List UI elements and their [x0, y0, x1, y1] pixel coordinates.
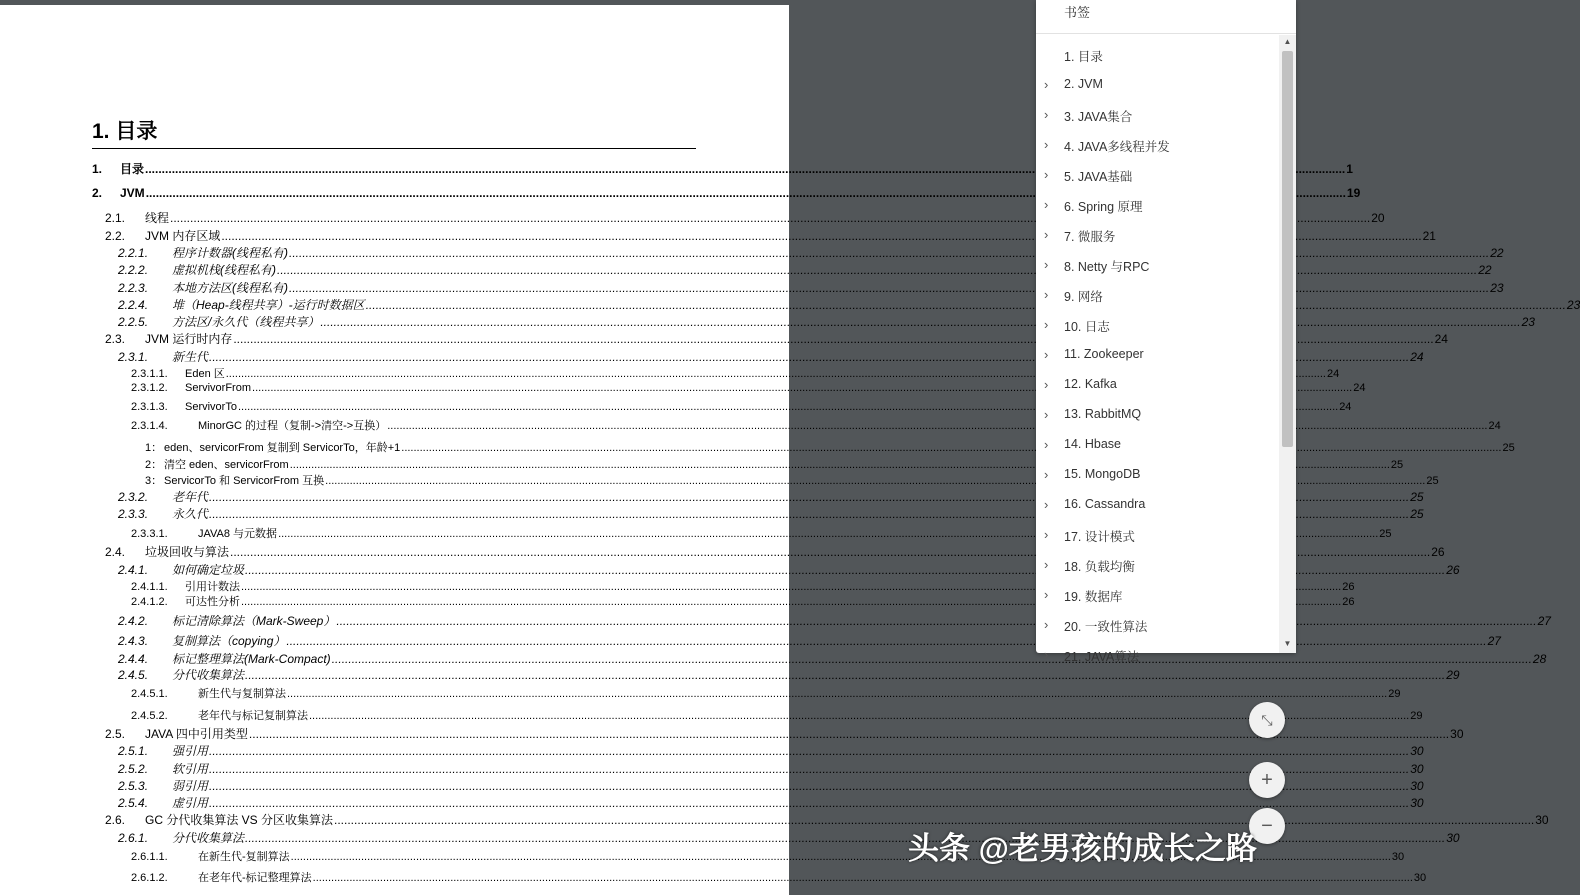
toc-entry-number: 2.3.1. — [118, 350, 149, 364]
toc-entry-page: 30 — [1450, 727, 1464, 741]
bookmark-item[interactable] — [1036, 280, 1279, 310]
toc-entry-page: 20 — [1371, 211, 1385, 225]
chevron-right-icon[interactable]: › — [1044, 437, 1049, 452]
toc-entry-number: 2.2.3. — [118, 281, 149, 295]
toc-entry-number: 2.5.1. — [118, 744, 149, 758]
bookmark-item[interactable] — [1036, 610, 1279, 640]
toc-leader-dots — [277, 262, 1477, 278]
bookmark-item[interactable] — [1036, 310, 1279, 340]
toc-leader-dots — [209, 743, 1409, 759]
toc-entry-page: 25 — [1410, 507, 1424, 521]
bookmark-item[interactable] — [1036, 340, 1279, 370]
toc-entry-text: 新生代 — [172, 350, 209, 364]
toc-entry-text: 程序计数器(线程私有) — [172, 246, 288, 260]
bookmark-label: 13. RabbitMQ — [1064, 407, 1142, 421]
toc-entry-text: 分代收集算法 — [172, 668, 245, 682]
toc-entry-page: 24 — [1410, 350, 1424, 364]
toc-entry-text: 软引用 — [172, 762, 209, 776]
toc-entry[interactable] — [105, 331, 1448, 347]
bookmark-item[interactable] — [1036, 160, 1279, 190]
toc-entry-page: 26 — [1342, 596, 1355, 608]
toc-entry[interactable] — [118, 795, 1424, 811]
chevron-right-icon[interactable]: › — [1044, 557, 1049, 572]
toc-entry-text: JAVA 四中引用类型 — [145, 727, 248, 741]
toc-entry-number: 2.3.1.4. — [131, 420, 168, 432]
bookmark-label: 4. JAVA多线程并发 — [1064, 140, 1170, 154]
toc-entry-page: 1 — [1346, 162, 1353, 176]
zoom-in-button[interactable] — [1249, 762, 1285, 798]
toc-leader-dots — [289, 245, 1489, 261]
toc-entry-page: 24 — [1339, 401, 1352, 413]
toc-entry-number: 2.3.1.3. — [131, 401, 168, 413]
toc-entry[interactable] — [131, 418, 1501, 434]
toc-entry[interactable] — [118, 667, 1460, 683]
bookmarks-list — [1036, 40, 1279, 664]
toc-entry-page: 28 — [1532, 652, 1547, 666]
bookmark-label: 1. 目录 — [1064, 50, 1103, 64]
toc-entry-number: 2.4.5. — [118, 668, 149, 682]
toc-entry-page: 29 — [1388, 688, 1401, 700]
toc-entry-page: 24 — [1353, 382, 1366, 394]
bookmarks-header — [1036, 0, 1296, 34]
toc-entry-number: 2.2.5. — [118, 315, 149, 329]
toc-entry-page: 24 — [1326, 368, 1340, 380]
bookmarks-title: 书签 — [1064, 5, 1091, 20]
toc-entry-page: 26 — [1342, 581, 1355, 593]
bookmark-label: 12. Kafka — [1064, 377, 1117, 391]
toc-entry-page: 30 — [1410, 762, 1424, 776]
toc-entry-text: GC 分代收集算法 VS 分区收集算法 — [145, 813, 334, 827]
bookmarks-scrollbar[interactable] — [1279, 35, 1296, 653]
toc-entry[interactable] — [118, 506, 1424, 522]
chevron-right-icon[interactable]: › — [1044, 467, 1049, 482]
bookmark-label: 21. JAVA算法 — [1064, 650, 1140, 664]
toc-entry-number: 1. — [92, 162, 103, 176]
bookmark-label: 8. Netty 与RPC — [1064, 260, 1150, 274]
bookmark-label: 14. Hbase — [1064, 437, 1121, 451]
toc-entry-page: 30 — [1410, 796, 1424, 810]
toc-entry-text: 新生代与复制算法 — [198, 688, 286, 700]
toc-entry-text: eden、servicorFrom 复制到 ServicorTo，年龄+1 — [164, 442, 401, 454]
toc-entry-number: 2. — [92, 186, 103, 200]
plus-icon: + — [1261, 769, 1273, 791]
bookmark-label: 19. 数据库 — [1064, 590, 1123, 604]
toc-entry-number: 2.4.5.1. — [131, 688, 168, 700]
toc-leader-dots — [320, 314, 1520, 330]
toc-entry-number: 2.3.3. — [118, 507, 149, 521]
toc-entry-number: 2.6.1.1. — [131, 851, 168, 863]
toc-entry-text: ServicorTo 和 ServicorFrom 互换 — [164, 475, 325, 487]
toc-entry-text: JVM 运行时内存 — [145, 332, 233, 346]
toc-entry-page: 23 — [1521, 315, 1535, 329]
toc-entry-number: 2.6. — [105, 813, 126, 827]
bookmark-item[interactable] — [1036, 400, 1279, 430]
toc-entry[interactable] — [118, 245, 1504, 261]
bookmarks-panel — [1036, 0, 1296, 664]
toc-entry-page: 26 — [1446, 563, 1460, 577]
watermark-text: 头条 @老男孩的成长之路 — [908, 831, 1257, 866]
toc-entry-number: 2.3.1.1. — [131, 368, 168, 380]
toc-entry-page: 19 — [1346, 186, 1361, 200]
toc-entry-text: 垃圾回收与算法 — [145, 545, 230, 559]
toc-leader-dots — [332, 651, 1532, 667]
toc-entry-text: 弱引用 — [172, 779, 209, 793]
chevron-right-icon[interactable]: › — [1044, 587, 1049, 602]
toc-entry[interactable] — [145, 457, 1404, 473]
toc-entry-page: 30 — [1410, 779, 1424, 793]
toc-leader-dots — [289, 280, 1489, 296]
toc-entry-text: 老年代与标记复制算法 — [198, 710, 308, 722]
toc-entry-number: 2.1. — [105, 211, 126, 225]
toc-entry[interactable] — [105, 812, 1549, 828]
chevron-right-icon[interactable]: › — [1044, 77, 1049, 92]
toc-entry-page: 26 — [1431, 545, 1445, 559]
toc-entry-text: ServivorTo — [185, 401, 237, 413]
chevron-right-icon[interactable]: › — [1044, 617, 1049, 632]
toc-entry-page: 24 — [1488, 420, 1501, 432]
bookmark-item[interactable] — [1036, 640, 1279, 670]
fit-page-icon: ⤡ — [1261, 712, 1273, 728]
minus-icon: − — [1261, 815, 1273, 837]
bookmark-item[interactable] — [1036, 220, 1279, 250]
chevron-right-icon[interactable]: › — [1044, 347, 1049, 362]
toc-entry-number: 2.3.2. — [118, 490, 149, 504]
chevron-right-icon[interactable]: › — [1044, 257, 1049, 272]
toc-entry-number: 2.4.1.1. — [131, 581, 168, 593]
bookmark-item[interactable] — [1036, 100, 1279, 130]
bookmark-item[interactable] — [1036, 430, 1279, 460]
toc-entry-text: MinorGC 的过程（复制->清空->互换） — [198, 420, 387, 432]
toc-leader-dots — [387, 418, 1487, 434]
toc-leader-dots — [286, 633, 1486, 649]
chevron-right-icon[interactable]: › — [1044, 527, 1049, 542]
bookmark-label: 16. Cassandra — [1064, 497, 1146, 511]
toc-entry-number: 2： — [145, 459, 163, 471]
fit-page-button[interactable] — [1249, 702, 1285, 738]
bookmark-label: 2. JVM — [1064, 77, 1103, 91]
toc-entry-text: 分代收集算法 — [172, 831, 245, 845]
toc-entry-number: 2.3. — [105, 332, 126, 346]
toc-entry[interactable] — [131, 579, 1355, 595]
bookmark-item[interactable] — [1036, 250, 1279, 280]
toc-entry-text: JVM 内存区域 — [145, 229, 221, 243]
bookmark-label: 11. Zookeeper — [1064, 347, 1144, 361]
toc-entry[interactable] — [105, 544, 1445, 560]
toc-entry-number: 2.6.1. — [118, 831, 149, 845]
toc-leader-dots — [209, 795, 1409, 811]
toc-entry-page: 25 — [1410, 490, 1424, 504]
chevron-right-icon[interactable]: › — [1044, 287, 1049, 302]
toc-entry-text: 标记清除算法（Mark-Sweep） — [172, 614, 336, 628]
toc-entry-text: 如何确定垃圾 — [172, 563, 245, 577]
toc-entry-page: 30 — [1535, 813, 1549, 827]
toc-entry[interactable] — [105, 210, 1385, 226]
toc-entry-number: 3： — [145, 475, 163, 487]
chevron-right-icon[interactable]: › — [1044, 137, 1049, 152]
toc-entry-text: 目录 — [120, 162, 145, 176]
bookmark-item[interactable] — [1036, 70, 1279, 100]
toc-leader-dots — [287, 686, 1387, 702]
toc-entry-page: 27 — [1537, 614, 1551, 628]
bookmark-item[interactable] — [1036, 490, 1279, 520]
toc-entry-number: 2.4.1. — [118, 563, 149, 577]
toc-entry[interactable] — [105, 726, 1464, 742]
toc-entry-page: 23 — [1566, 298, 1580, 312]
toc-entry-text: 清空 eden、servicorFrom — [164, 459, 289, 471]
toc-entry-number: 2.4.2. — [118, 614, 149, 628]
bookmark-label: 20. 一致性算法 — [1064, 620, 1148, 634]
toc-entry-number: 2.6.1.2. — [131, 872, 168, 884]
bookmark-label: 17. 设计模式 — [1064, 530, 1135, 544]
toc-entry-number: 2.5. — [105, 727, 126, 741]
toc-entry-page: 23 — [1490, 281, 1504, 295]
toc-entry-number: 2.2.2. — [118, 263, 149, 277]
bookmark-item[interactable] — [1036, 130, 1279, 160]
toc-entry[interactable] — [118, 280, 1504, 296]
toc-entry-text: JAVA8 与元数据 — [198, 528, 278, 540]
toc-entry-page: 30 — [1446, 831, 1460, 845]
toc-entry-number: 2.4.3. — [118, 634, 149, 648]
toc-entry-page: 21 — [1422, 229, 1436, 243]
bookmark-label: 3. JAVA集合 — [1064, 110, 1133, 124]
toc-entry-text: 可达性分析 — [185, 596, 240, 608]
chevron-right-icon[interactable]: › — [1044, 227, 1049, 242]
toc-entry-page: 22 — [1478, 263, 1492, 277]
toc-entry-text: 方法区/永久代（线程共享） — [172, 315, 320, 329]
bookmark-item[interactable] — [1036, 460, 1279, 490]
toc-leader-dots — [313, 870, 1413, 886]
toc-entry-number: 2.4.1.2. — [131, 596, 168, 608]
bookmark-item[interactable] — [1036, 580, 1279, 610]
toc-entry-number: 2.3.3.1. — [131, 528, 168, 540]
bookmark-item[interactable] — [1036, 40, 1279, 70]
toc-entry[interactable] — [118, 633, 1501, 649]
toc-entry-number: 2.4. — [105, 545, 126, 559]
toc-entry-text: 复制算法（copying） — [172, 634, 286, 648]
bookmark-item[interactable] — [1036, 550, 1279, 580]
chevron-right-icon[interactable]: › — [1044, 407, 1049, 422]
page-title: 1. 目录 — [92, 118, 696, 149]
toc-entry[interactable] — [131, 870, 1427, 886]
toc-leader-dots — [366, 297, 1566, 313]
toc-entry-number: 2.2.1. — [118, 246, 149, 260]
toc-entry-text: 本地方法区(线程私有) — [172, 281, 288, 295]
toc-entry-text: 虚拟机栈(线程私有) — [172, 263, 276, 277]
toc-entry-text: 强引用 — [172, 744, 209, 758]
toc-entry-text: 引用计数法 — [185, 581, 240, 593]
chevron-right-icon[interactable]: › — [1044, 167, 1049, 182]
toc-entry[interactable] — [118, 761, 1424, 777]
toc-entry[interactable] — [118, 778, 1424, 794]
toc-entry-text: 标记整理算法(Mark-Compact) — [172, 652, 331, 666]
toc-entry-page: 25 — [1379, 528, 1392, 540]
toc-entry-text: 虚引用 — [172, 796, 209, 810]
toc-entry-text: 永久代 — [172, 507, 209, 521]
toc-entry[interactable] — [131, 849, 1405, 865]
toc-entry-page: 25 — [1426, 475, 1439, 487]
chevron-right-icon[interactable]: › — [1044, 497, 1049, 512]
toc-leader-dots — [309, 708, 1409, 724]
toc-entry-text: 堆（Heap-线程共享）-运行时数据区 — [172, 298, 365, 312]
chevron-right-icon[interactable]: › — [1044, 377, 1049, 392]
toc-entry-text: ServivorFrom — [185, 382, 252, 394]
toc-entry-text: JVM — [120, 186, 145, 200]
toc-entry-number: 2.2.4. — [118, 298, 149, 312]
chevron-right-icon[interactable]: › — [1044, 317, 1049, 332]
scroll-up-arrow-icon[interactable]: ▲ — [1283, 37, 1292, 46]
toc-entry-page: 30 — [1410, 744, 1424, 758]
bookmark-label: 10. 日志 — [1064, 320, 1110, 334]
toc-leader-dots — [209, 778, 1409, 794]
bookmark-label: 9. 网络 — [1064, 290, 1103, 304]
toc-entry-page: 25 — [1390, 459, 1404, 471]
toc-leader-dots — [401, 437, 1501, 456]
toc-entry-text: 在老年代-标记整理算法 — [198, 872, 312, 884]
toc-entry-text: 在新生代-复制算法 — [198, 851, 290, 863]
toc-entry-number: 2.5.3. — [118, 779, 149, 793]
chevron-right-icon[interactable]: › — [1044, 647, 1049, 662]
toc-entry[interactable] — [131, 708, 1423, 724]
toc-entry-text: 线程 — [145, 211, 170, 225]
toc-entry-page: 27 — [1487, 634, 1501, 648]
toc-entry-number: 2.5.2. — [118, 762, 149, 776]
toc-leader-dots — [209, 761, 1409, 777]
toc-entry-text: Eden 区 — [185, 368, 225, 380]
bookmark-label: 15. MongoDB — [1064, 467, 1141, 481]
toc-entry-number: 1： — [145, 442, 163, 454]
toc-entry-number: 2.5.4. — [118, 796, 149, 810]
toc-entry-number: 2.2. — [105, 229, 126, 243]
scroll-down-arrow-icon[interactable]: ▼ — [1283, 639, 1292, 648]
toc-entry[interactable] — [131, 686, 1401, 702]
toc-entry-page: 30 — [1413, 872, 1427, 884]
toc-leader-dots — [336, 613, 1536, 629]
toc-entry-page: 29 — [1410, 710, 1423, 722]
bookmark-label: 18. 负载均衡 — [1064, 560, 1135, 574]
bookmark-item[interactable] — [1036, 190, 1279, 220]
chevron-right-icon[interactable]: › — [1044, 107, 1049, 122]
bookmark-item[interactable] — [1036, 520, 1279, 550]
toc-entry-text: 老年代 — [172, 490, 209, 504]
toc-entry-page: 25 — [1502, 442, 1515, 454]
toc-entry-page: 30 — [1391, 851, 1405, 863]
bookmark-label: 7. 微服务 — [1064, 230, 1116, 244]
toc-entry-number: 2.4.5.2. — [131, 710, 168, 722]
bookmark-label: 5. JAVA基础 — [1064, 170, 1133, 184]
bookmark-item[interactable] — [1036, 370, 1279, 400]
chevron-right-icon[interactable]: › — [1044, 197, 1049, 212]
toc-entry-number: 2.4.4. — [118, 652, 149, 666]
toc-entry-page: 22 — [1490, 246, 1504, 260]
toc-entry[interactable] — [118, 830, 1460, 846]
toc-entry-page: 24 — [1434, 332, 1448, 346]
toc-entry[interactable] — [118, 743, 1424, 759]
toc-entry-number: 2.3.1.2. — [131, 382, 168, 394]
toc-entry[interactable] — [92, 185, 1361, 201]
bookmark-label: 6. Spring 原理 — [1064, 200, 1143, 214]
toc-entry-page: 29 — [1446, 668, 1460, 682]
scrollbar-thumb[interactable] — [1282, 51, 1293, 447]
